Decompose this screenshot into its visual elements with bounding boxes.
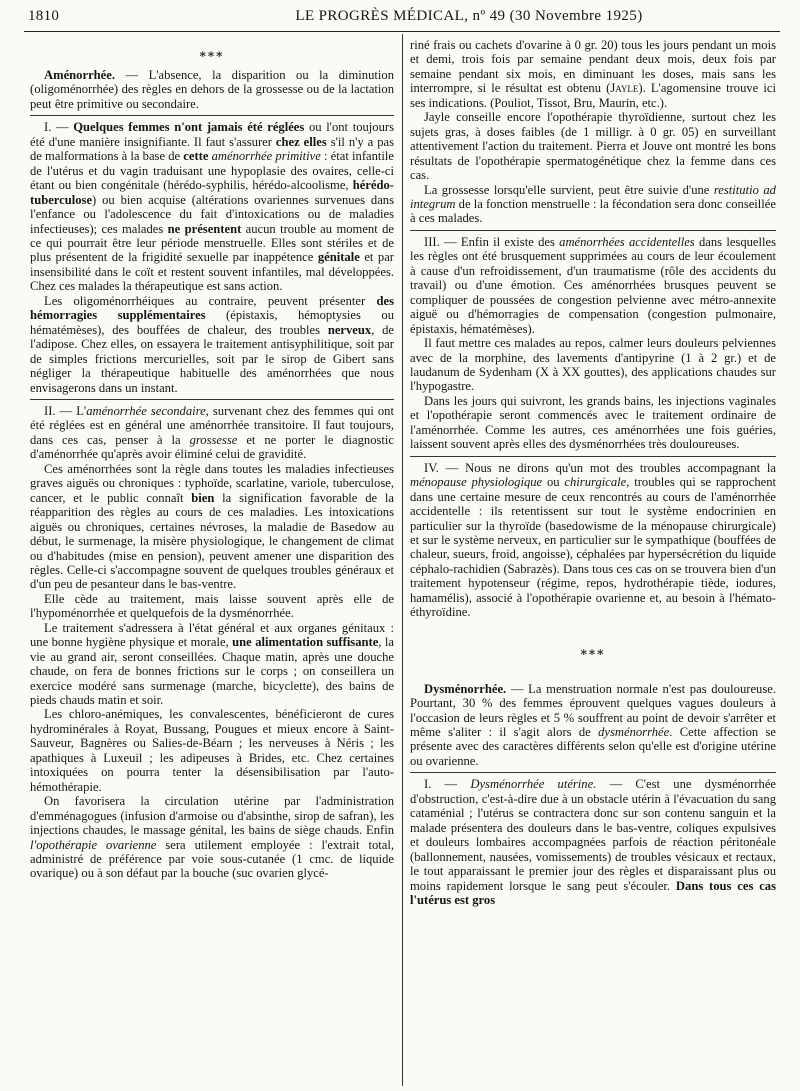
section-separator [410,230,776,231]
dysmenorrhee-intro: Dysménorrhée. — La menstruation normale n'est pas douloureuse. Pourtant, 30 % des femmes éprouvent quelques vagues douleurs à l'occasion de leurs règles et 5 % souffrent au point de devoir s'arrêter et même s'aliter : il s'agit alors de dysménorrhée. Cette affection se présente avec des caractères différents selon qu'elle est d'origine utérine ou ovarienne. [410,681,776,768]
traitement-cede-paragraph: Elle cède au traitement, mais laisse souvent après elle de l'hypoménorrhée et quelquefois de la dysménorrhée. [30,591,394,621]
right-column [410,38,776,907]
section-four-paragraph: IV. — Nous ne dirons qu'un mot des troubles accompagnant la ménopause physiologique ou chirurgicale, troubles qui se rapprochent dans une certaine mesure de ceux rencontrés au cours de l'aménorrhée accidentelle : ils retentissent sur tout le système endocrinien en particulier sur la thyroïde (basedowisme de la ménopause chirurgicale) et sur le système nerveux, en particulier sur le sympathique (bouffées de chaleur, sueurs, froid, angoisse), céphalées par hypersécrétion du liquide céphalo-rachidien (Sabrazès). Dans tous ces cas on se trouvera bien d'un traitement hypotenseur (régime, repos, hydrothérapie tiède, iodures, hamamélis), associé à l'opothérapie ovarienne et, au besoin à l'hémato-éthyroïdine. [410,460,776,620]
section-ornament: ⁎⁎⁎ [580,643,606,658]
grossesse-paragraph: La grossesse lorsqu'elle survient, peut être suivie d'une restitutio ad integrum de la fonction menstruelle : la fécondation sera donc conseillée à ces malades. [410,182,776,226]
column-divider [402,34,403,1086]
thyroidienne-paragraph: Jayle conseille encore l'opothérapie thyroïdienne, surtout chez les sujets gras, à doses faibles (de 1 milligr. à 0 gr. 05) en surveillant attentivement l'action du traitement. Pierra et Jouve ont montré les bons résultats de l'opothérapie spermatogénétique chez la femme dans ces cas. [410,110,776,183]
page-header [28,8,780,32]
header-rule [24,31,780,32]
dysmenorrhee-uterine-paragraph: I. — Dysménorrhée utérine. — C'est une dysménorrhée d'obstruction, c'est-à-dire due à un obstacle utérin à l'évacuation du sang cataménial ; l'utérus se contractera donc sur son contenu sanguin et la malade présentera des douleurs dans le bas-ventre, coliques expulsives et douleurs lombaires accompagnées parfois de réaction péritonéale (ballonnement, nausées, vomissements) de troubles vésicaux et rectaux, le tout apparaissant le premier jour des règles et disparaissant plus ou moins rapidement lorsque le sang peut s'écouler. Dans tous ces cas l'utérus est gros [410,777,777,908]
section-separator [30,115,394,116]
section-two-paragraph: II. — L'aménorrhée secondaire, survenant chez des femmes qui ont été réglées est en général une aménorrhée transitoire. Il faut toujours, dans ces cas, penser à la grossesse et ne porter le diagnostic d'aménorrhée qu'après avoir éliminé celui de gravidité. [30,403,394,462]
continuation-paragraph: riné frais ou cachets d'ovarine à 0 gr. 20) tous les jours pendant un mois et demi, trois fois par semaine pendant deux mois, deux fois par semaine pendant six mois, en diminuant les doses, mais sans les interrompre, si le résultat est obtenu (Jayle). L'agomensine trouve ici ses indications. (Pouliot, Tissot, Bru, Maurin, etc.). [410,38,776,110]
circulation-paragraph: On favorisera la circulation utérine par l'administration d'emménagogues (infusion d'armoise ou d'absinthe, sirop de safran), les injections chaudes, le massage génital, les bains de siège chauds. Enfin l'opothérapie ovarienne sera utilement employée : l'extrait total, administré de préférence par voie sous-cutanée (1 cmc. de liquide ovarique) ou à son défaut par la bouche (suc ovarien glycé- [30,794,394,881]
traitement-paragraph: Le traitement s'adressera à l'état général et aux organes génitaux : une bonne hygiène physique et morale, une alimentation suffisante, la vie au grand air, seront conseillées. Chaque matin, après une douche chaude, on fera de bonnes frictions sur le corps ; on conseillera un exercice modéré sans surmenage (marche, bicyclette), des bains de pieds chauds matin et soir. [30,620,394,708]
left-column [30,38,394,881]
cures-paragraph: Les chloro-anémiques, les convalescentes, bénéficieront de cures hydrominérales à Royat, Bussang, Pougues et mieux encore à Saint-Sauveur, Bagnères ou Salies-de-Béarn ; les nerveuses à Néris ; les apathiques à Luxeuil ; les adipeuses à Brides, etc. Chez certaines intoxiquées on pourra tenter la désensibilisation par l'auto-hémothérapie. [30,707,394,794]
maladies-paragraph: Ces aménorrhées sont la règle dans toutes les maladies infectieuses graves aiguës ou chroniques : typhoïde, scarlatine, variole, tuberculose, cancer, et le public connaît bien la signification favorable de la réapparition des règles au cours de ces maladies. Les intoxications aiguës ou chroniques, certaines névroses, la maladie de Basedow au début, le surmenage, la misère physiologique, le changement de climat ou d'habitudes (mise en pension), peuvent amener une disparition des règles. Celle-ci s'accompagne souvent de quelques troubles généraux et d'un peu de pesanteur dans le bas-ventre. [30,461,394,592]
section-separator [410,772,776,773]
oligomenorrhee-paragraph: Les oligoménorrhéiques au contraire, peuvent présenter des hémorragies supplémentaires (épistaxis, hémoptysies ou hématémèses), des bouffées de chaleur, des troubles nerveux, de l'adipose. Chez elles, on essayera le traitement antisyphilitique, soit par de simples frictions mercurielles, soit par le sirop de Gibert sans négliger la thérapeutique habituelle des aménorrhées que nous envisagerons dans un instant. [30,293,395,395]
section-separator [30,399,394,400]
section-one-paragraph: I. — Quelques femmes n'ont jamais été réglées ou l'ont toujours été d'une manière insignifiante. Il faut s'assurer chez elles s'il n'y a pas de malformations à la base de cette aménorrhée primitive : état infantile de l'utérus et du vagin traduisant une hypoplasie des ovaires, celle-ci étant ou bien congénitale (hérédo-syphilis, hérédo-alcoolisme, hérédo-tuberculose) ou bien acquise (altérations ovariennes survenues dans l'enfance ou l'adolescence du fait d'intoxications ou de maladies infectieuses); ces malades ne présentent aucun trouble au moment de ce qui pourrait être leur période menstruelle. Elles sont stériles et de plus présentent de la frigidité sexuelle par inappétence génitale et par insensibilité dans le coït et restent souvent infantiles, mal développées. Chez ces malades la thérapeutique est sans action. [30,120,394,294]
repos-paragraph: Il faut mettre ces malades au repos, calmer leurs douleurs pelviennes avec de la morphine, des lavements d'antipyrine (1 à 2 gr.) et de laudanum de Sydenham (X à XX gouttes), des applications chaudes sur l'hypogastre. [410,336,776,394]
amenorrhee-intro: Aménorrhée. — L'absence, la disparition ou la diminution (oligoménorrhée) des règles en dehors de la grossesse ou de la lactation peut être primitive ou secondaire. [30,68,394,111]
page-number: 1810 [28,8,60,24]
section-ornament: ⁎⁎⁎ [199,46,225,60]
author-jayle: Jayle [610,81,639,96]
journal-title: LE PROGRÈS MÉDICAL, nº 49 (30 Novembre 1925) [295,8,643,24]
section-separator [410,456,776,457]
dysmenorrhee-heading: Dysménorrhée. [424,681,507,696]
section-three-paragraph: III. — Enfin il existe des aménorrhées accidentelles dans lesquelles les règles ont été brusquement supprimées au cours de leur écoulement à cause d'un refroidissement, d'un traumatisme (rôle des accidents du travail) ou d'une émotion. Ces aménorrhées brusques peuvent se compliquer de poussées de congestion pelvienne avec métro-annexite aiguë ou d'hémorragies de compensation (congestion pulmonaire, épistaxis, hématémèses). [410,234,777,336]
jours-suivront-paragraph: Dans les jours qui suivront, les grands bains, les injections vaginales et l'opothérapie seront commencés avec le traitement ordinaire de l'aménorrhée. Comme les autres, ces aménorrhées une fois guéries, laissent souvent après elles des dysménorrhées très douloureuses. [410,393,776,452]
amenorrhee-heading: Aménorrhée. [44,68,115,82]
